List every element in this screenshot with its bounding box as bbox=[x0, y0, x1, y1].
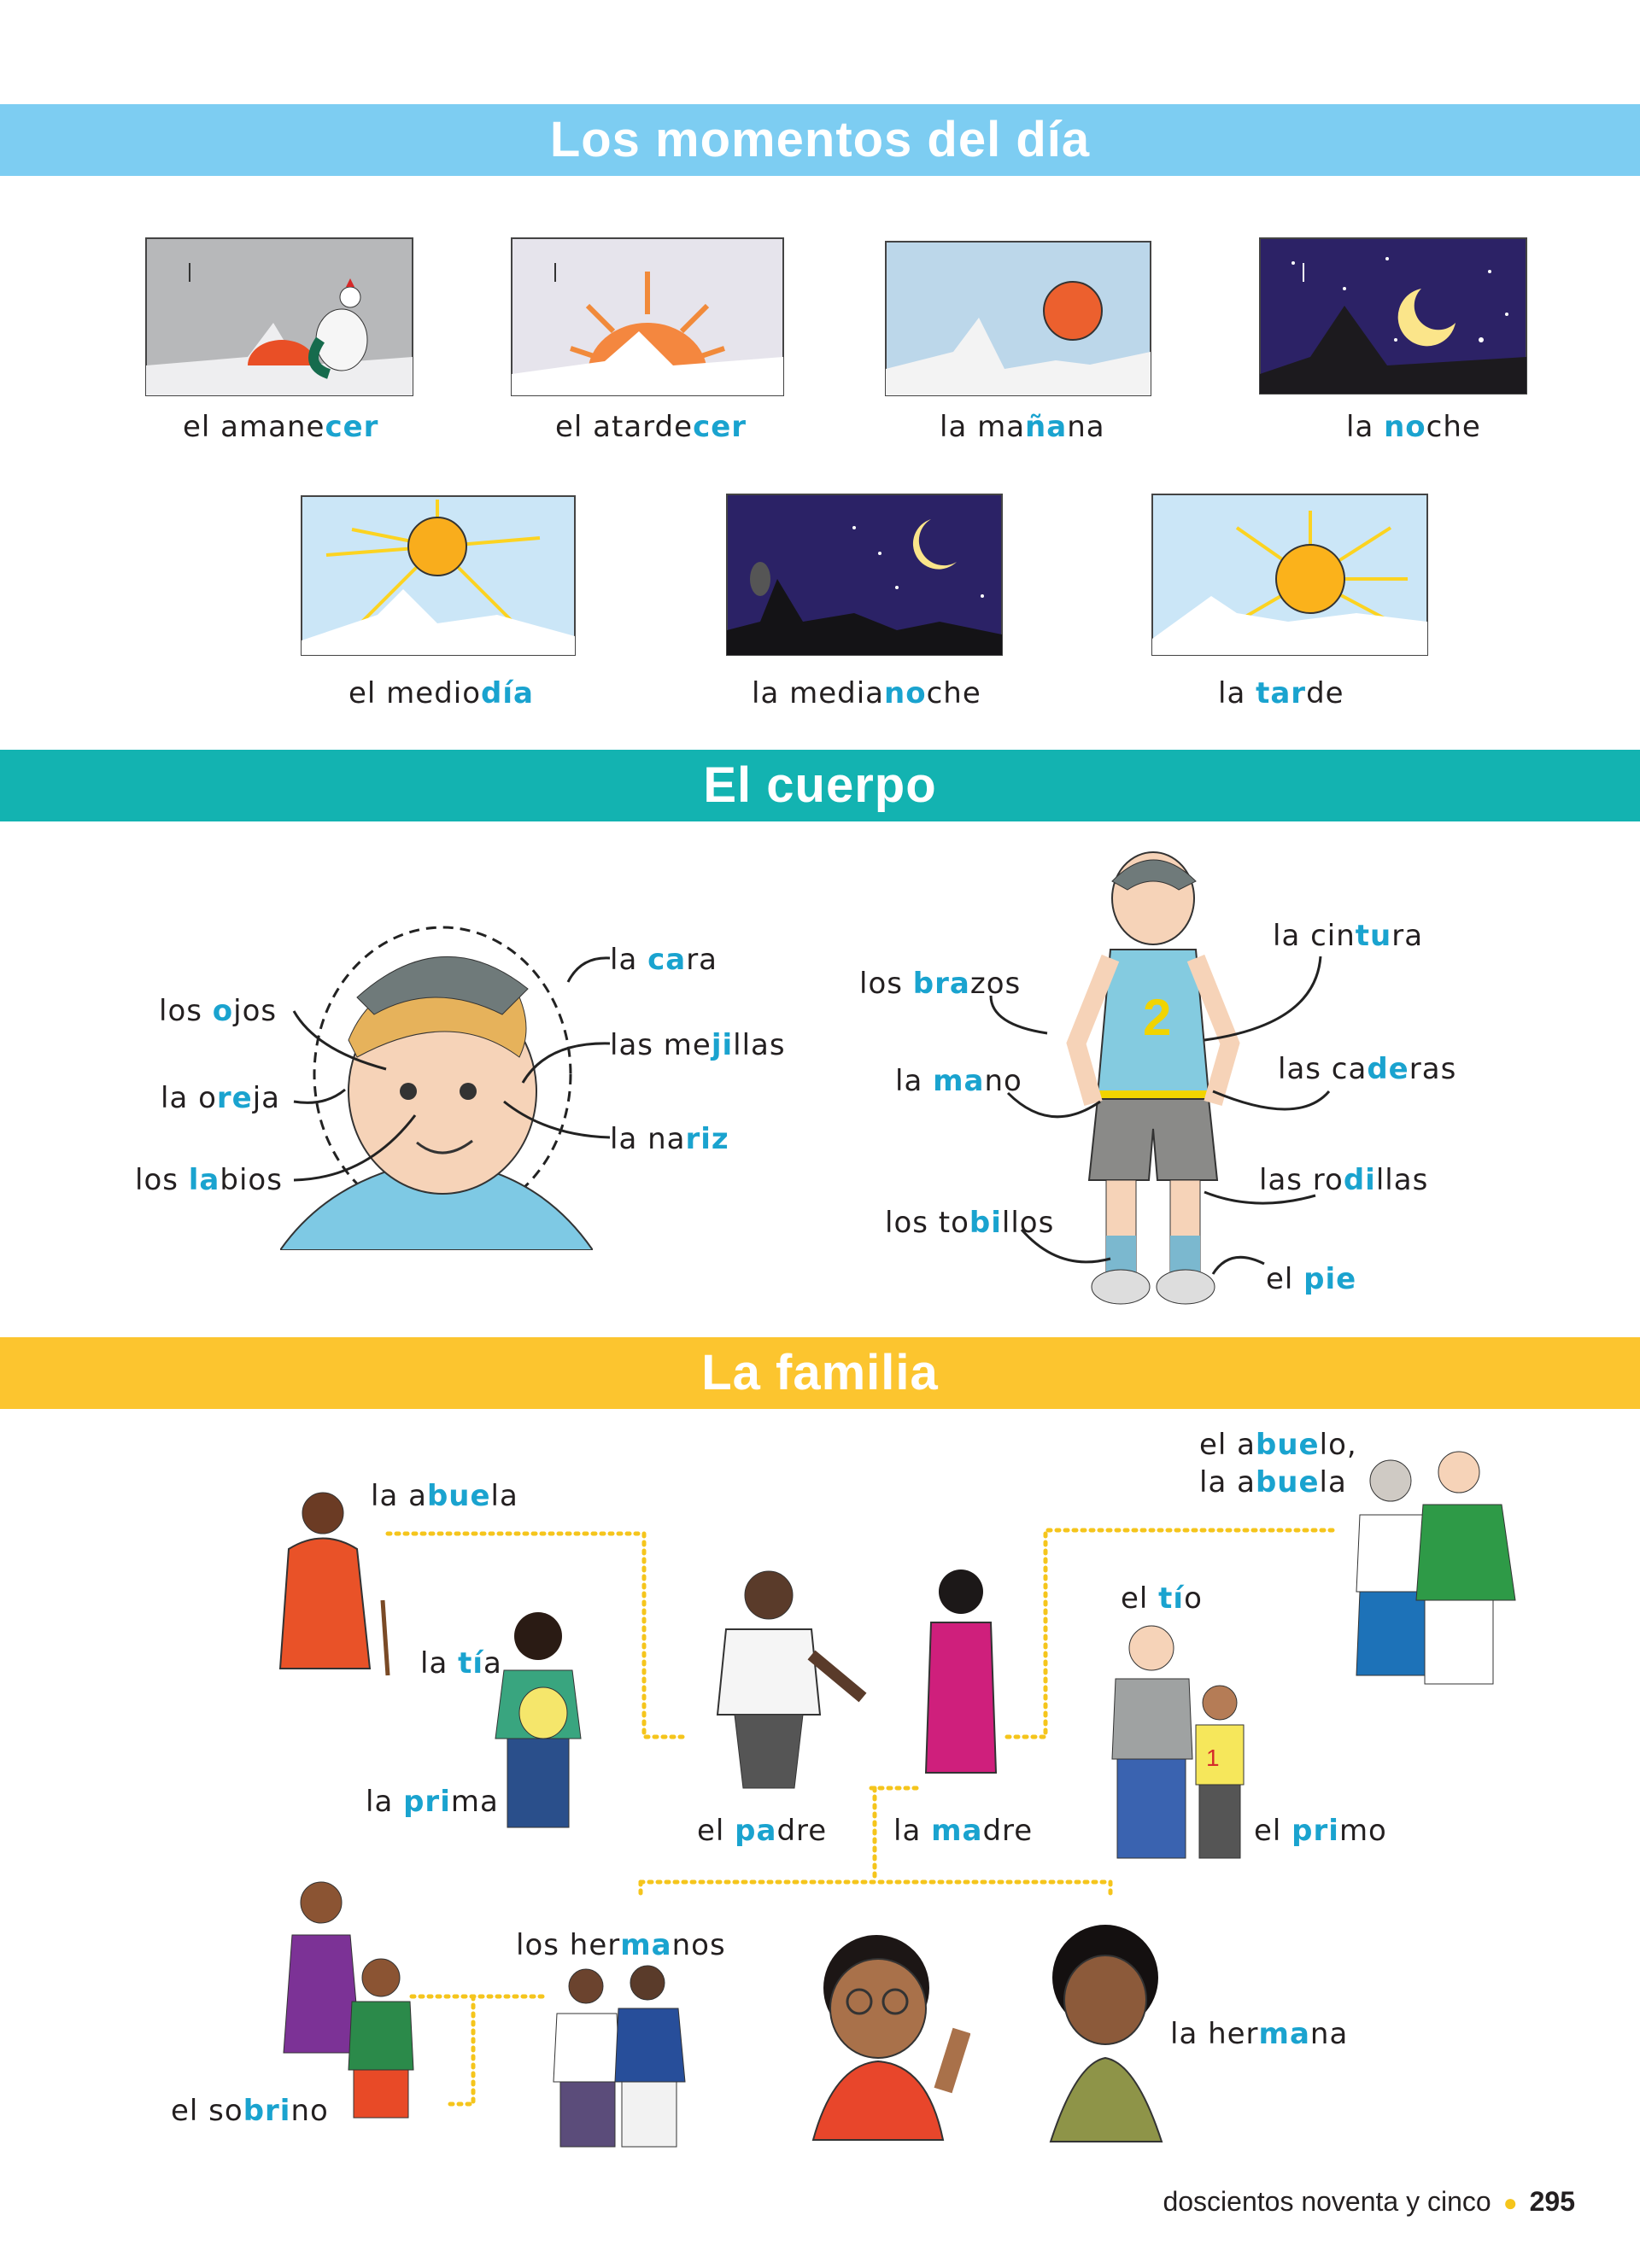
label-tia: la tía bbox=[420, 1646, 502, 1681]
label-caderas: las caderas bbox=[1278, 1052, 1457, 1086]
label-cintura: la cintura bbox=[1273, 919, 1424, 953]
label-amanecer: el amanecer bbox=[183, 410, 379, 444]
label-padre: el padre bbox=[697, 1814, 828, 1848]
tio-primo-illustration bbox=[1107, 1622, 1252, 1862]
label-labios: los labios bbox=[135, 1163, 283, 1197]
label-ojos: los ojos bbox=[159, 994, 278, 1028]
label-tobillos: los tobillos bbox=[885, 1206, 1055, 1240]
tia-illustration bbox=[487, 1610, 589, 1833]
label-hermanos: los hermanos bbox=[516, 1928, 726, 1962]
label-noche: la noche bbox=[1346, 410, 1481, 444]
label-sobrino: el sobrino bbox=[171, 2094, 329, 2128]
footer-dot-icon: ● bbox=[1502, 2189, 1518, 2216]
label-rodillas: las rodillas bbox=[1259, 1163, 1429, 1197]
label-tarde: la tarde bbox=[1218, 676, 1344, 710]
label-abuela: la abuela bbox=[371, 1479, 518, 1513]
yo-illustration bbox=[800, 1920, 970, 2142]
footer-text: doscientos noventa y cinco bbox=[1163, 2186, 1491, 2217]
section-title-momentos: Los momentos del día bbox=[549, 112, 1091, 167]
label-abuela-2: la abuela bbox=[1199, 1465, 1347, 1499]
label-manana: la mañana bbox=[940, 410, 1105, 444]
section-title-cuerpo: El cuerpo bbox=[703, 757, 937, 813]
label-oreja: la oreja bbox=[161, 1081, 280, 1115]
svg-text:1: 1 bbox=[1206, 1745, 1220, 1771]
abuela-illustration bbox=[272, 1489, 391, 1677]
hermanos-illustration bbox=[540, 1962, 694, 2150]
label-pie: el pie bbox=[1266, 1262, 1357, 1296]
label-atardecer: el atardecer bbox=[555, 410, 747, 444]
label-medianoche: la medianoche bbox=[752, 676, 981, 710]
label-abuelo: el abuelo, bbox=[1199, 1428, 1357, 1462]
hermana-illustration bbox=[1042, 1918, 1170, 2143]
label-mediodia: el mediodía bbox=[348, 676, 534, 710]
page-footer bbox=[1163, 2186, 1575, 2218]
label-prima: la prima bbox=[366, 1785, 499, 1819]
label-madre: la madre bbox=[893, 1814, 1034, 1848]
label-hermana: la hermana bbox=[1170, 2017, 1349, 2051]
madre-illustration bbox=[914, 1568, 1008, 1790]
label-mejillas: las mejillas bbox=[610, 1028, 786, 1062]
label-tio: el tío bbox=[1121, 1581, 1203, 1616]
svg-text:2: 2 bbox=[1143, 989, 1172, 1046]
label-mano: la mano bbox=[895, 1064, 1022, 1098]
label-nariz: la nariz bbox=[610, 1122, 729, 1156]
label-cara: la cara bbox=[610, 943, 718, 977]
section-title-familia: La familia bbox=[701, 1345, 939, 1400]
label-primo: el primo bbox=[1254, 1814, 1387, 1848]
label-brazos: los brazos bbox=[859, 967, 1022, 1001]
sobrino-illustration bbox=[278, 1873, 415, 2121]
page-number: 295 bbox=[1529, 2186, 1575, 2217]
abuelos-illustration bbox=[1348, 1447, 1527, 1686]
padre-illustration bbox=[700, 1569, 871, 1792]
